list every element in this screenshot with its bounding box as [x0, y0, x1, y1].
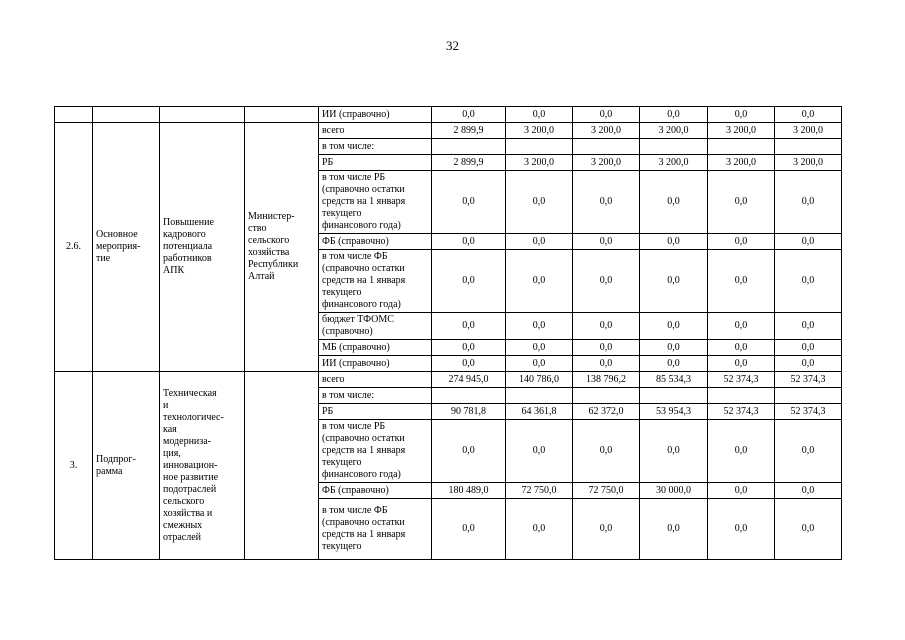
- value-cell: 0,0: [775, 356, 842, 372]
- value-cell: 2 899,9: [432, 155, 506, 171]
- value-cell: 0,0: [640, 340, 708, 356]
- value-cell: 0,0: [775, 250, 842, 313]
- page-number: 32: [446, 38, 459, 53]
- value-cell: [775, 388, 842, 404]
- value-cell: 0,0: [506, 250, 573, 313]
- table-row: [55, 372, 842, 388]
- value-cell: 0,0: [640, 356, 708, 372]
- value-cell: 0,0: [775, 420, 842, 483]
- value-cell: 0,0: [506, 171, 573, 234]
- value-cell: 0,0: [573, 250, 640, 313]
- value-cell: 0,0: [708, 420, 775, 483]
- value-cell: 3 200,0: [708, 155, 775, 171]
- value-cell: 0,0: [640, 234, 708, 250]
- value-cell: 0,0: [775, 313, 842, 340]
- value-cell: [640, 388, 708, 404]
- value-cell: 52 374,3: [708, 372, 775, 388]
- source-cell: всего: [319, 372, 432, 388]
- value-cell: 0,0: [708, 250, 775, 313]
- value-cell: 0,0: [775, 340, 842, 356]
- value-cell: 0,0: [708, 107, 775, 123]
- source-cell: всего: [319, 123, 432, 139]
- value-cell: 0,0: [573, 234, 640, 250]
- value-cell: 0,0: [708, 340, 775, 356]
- value-cell: 3 200,0: [573, 123, 640, 139]
- value-cell: [573, 388, 640, 404]
- item-name-cell: Повышение кадрового потенциала работников АПК: [160, 123, 245, 372]
- value-cell: 0,0: [775, 171, 842, 234]
- source-cell: в том числе ФБ (справочно остатки средств на 1 января текущего финансового года): [319, 250, 432, 313]
- item-number-cell: 3.: [55, 372, 93, 560]
- value-cell: 0,0: [432, 171, 506, 234]
- value-cell: 0,0: [775, 499, 842, 560]
- value-cell: 0,0: [506, 420, 573, 483]
- source-cell: РБ: [319, 155, 432, 171]
- value-cell: 0,0: [708, 171, 775, 234]
- value-cell: 3 200,0: [640, 155, 708, 171]
- value-cell: 138 796,2: [573, 372, 640, 388]
- source-cell: в том числе РБ (справочно остатки средств на 1 января текущего финансового года): [319, 420, 432, 483]
- value-cell: 0,0: [432, 340, 506, 356]
- source-cell: МБ (справочно): [319, 340, 432, 356]
- source-cell: ФБ (справочно): [319, 483, 432, 499]
- value-cell: 0,0: [573, 356, 640, 372]
- value-cell: 90 781,8: [432, 404, 506, 420]
- source-cell: в том числе РБ (справочно остатки средств на 1 января текущего финансового года): [319, 171, 432, 234]
- value-cell: 3 200,0: [775, 123, 842, 139]
- value-cell: 0,0: [432, 250, 506, 313]
- value-cell: 3 200,0: [775, 155, 842, 171]
- source-cell: в том числе ФБ (справочно остатки средств на 1 января текущего: [319, 499, 432, 560]
- value-cell: [432, 388, 506, 404]
- value-cell: 0,0: [432, 313, 506, 340]
- value-cell: 180 489,0: [432, 483, 506, 499]
- value-cell: 0,0: [775, 107, 842, 123]
- source-cell: в том числе:: [319, 388, 432, 404]
- value-cell: [506, 388, 573, 404]
- value-cell: 0,0: [573, 107, 640, 123]
- value-cell: 0,0: [640, 420, 708, 483]
- empty-cell: [245, 107, 319, 123]
- value-cell: 0,0: [573, 340, 640, 356]
- item-name-cell: Техническая и технологичес- кая модерниза- ция, инновацион- ное развитие подотраслей сельского хозяйства и смежных отраслей: [160, 372, 245, 560]
- value-cell: 0,0: [573, 499, 640, 560]
- empty-cell: [160, 107, 245, 123]
- value-cell: 0,0: [573, 171, 640, 234]
- table-row: [55, 107, 842, 123]
- value-cell: [640, 139, 708, 155]
- value-cell: 274 945,0: [432, 372, 506, 388]
- value-cell: 0,0: [432, 234, 506, 250]
- value-cell: [506, 139, 573, 155]
- item-type-cell: Подпрог- рамма: [93, 372, 160, 560]
- value-cell: 0,0: [506, 107, 573, 123]
- item-number-cell: 2.6.: [55, 123, 93, 372]
- value-cell: 30 000,0: [640, 483, 708, 499]
- value-cell: 0,0: [640, 107, 708, 123]
- value-cell: 52 374,3: [775, 372, 842, 388]
- value-cell: 0,0: [708, 483, 775, 499]
- value-cell: 0,0: [432, 499, 506, 560]
- value-cell: 0,0: [708, 313, 775, 340]
- value-cell: 0,0: [506, 313, 573, 340]
- value-cell: [708, 139, 775, 155]
- value-cell: 0,0: [506, 499, 573, 560]
- empty-cell: [55, 107, 93, 123]
- table-row: [55, 123, 842, 139]
- value-cell: 0,0: [506, 356, 573, 372]
- source-cell: РБ: [319, 404, 432, 420]
- value-cell: 0,0: [432, 356, 506, 372]
- empty-cell: [93, 107, 160, 123]
- value-cell: 0,0: [708, 234, 775, 250]
- executor-cell: Министер- ство сельского хозяйства Республики Алтай: [245, 123, 319, 372]
- value-cell: 72 750,0: [573, 483, 640, 499]
- value-cell: 140 786,0: [506, 372, 573, 388]
- value-cell: 62 372,0: [573, 404, 640, 420]
- value-cell: 0,0: [708, 499, 775, 560]
- value-cell: 72 750,0: [506, 483, 573, 499]
- value-cell: 0,0: [775, 234, 842, 250]
- value-cell: 0,0: [708, 356, 775, 372]
- table-body: [55, 107, 842, 560]
- value-cell: 64 361,8: [506, 404, 573, 420]
- value-cell: 53 954,3: [640, 404, 708, 420]
- value-cell: 0,0: [640, 499, 708, 560]
- value-cell: [573, 139, 640, 155]
- source-cell: в том числе:: [319, 139, 432, 155]
- source-cell: ИИ (справочно): [319, 356, 432, 372]
- value-cell: [432, 139, 506, 155]
- value-cell: 3 200,0: [506, 123, 573, 139]
- item-type-cell: Основное мероприя- тие: [93, 123, 160, 372]
- value-cell: 0,0: [432, 107, 506, 123]
- value-cell: [775, 139, 842, 155]
- source-cell: ИИ (справочно): [319, 107, 432, 123]
- value-cell: 52 374,3: [775, 404, 842, 420]
- value-cell: 2 899,9: [432, 123, 506, 139]
- executor-cell: [245, 372, 319, 560]
- budget-table: [54, 106, 842, 560]
- value-cell: 0,0: [506, 234, 573, 250]
- value-cell: 0,0: [640, 250, 708, 313]
- value-cell: 85 534,3: [640, 372, 708, 388]
- value-cell: 0,0: [640, 171, 708, 234]
- value-cell: 0,0: [506, 340, 573, 356]
- value-cell: [708, 388, 775, 404]
- value-cell: 3 200,0: [640, 123, 708, 139]
- value-cell: 0,0: [573, 420, 640, 483]
- source-cell: бюджет ТФОМС (справочно): [319, 313, 432, 340]
- value-cell: 0,0: [775, 483, 842, 499]
- value-cell: 0,0: [640, 313, 708, 340]
- source-cell: ФБ (справочно): [319, 234, 432, 250]
- value-cell: 3 200,0: [573, 155, 640, 171]
- value-cell: 3 200,0: [506, 155, 573, 171]
- value-cell: 0,0: [573, 313, 640, 340]
- value-cell: 52 374,3: [708, 404, 775, 420]
- value-cell: 0,0: [432, 420, 506, 483]
- value-cell: 3 200,0: [708, 123, 775, 139]
